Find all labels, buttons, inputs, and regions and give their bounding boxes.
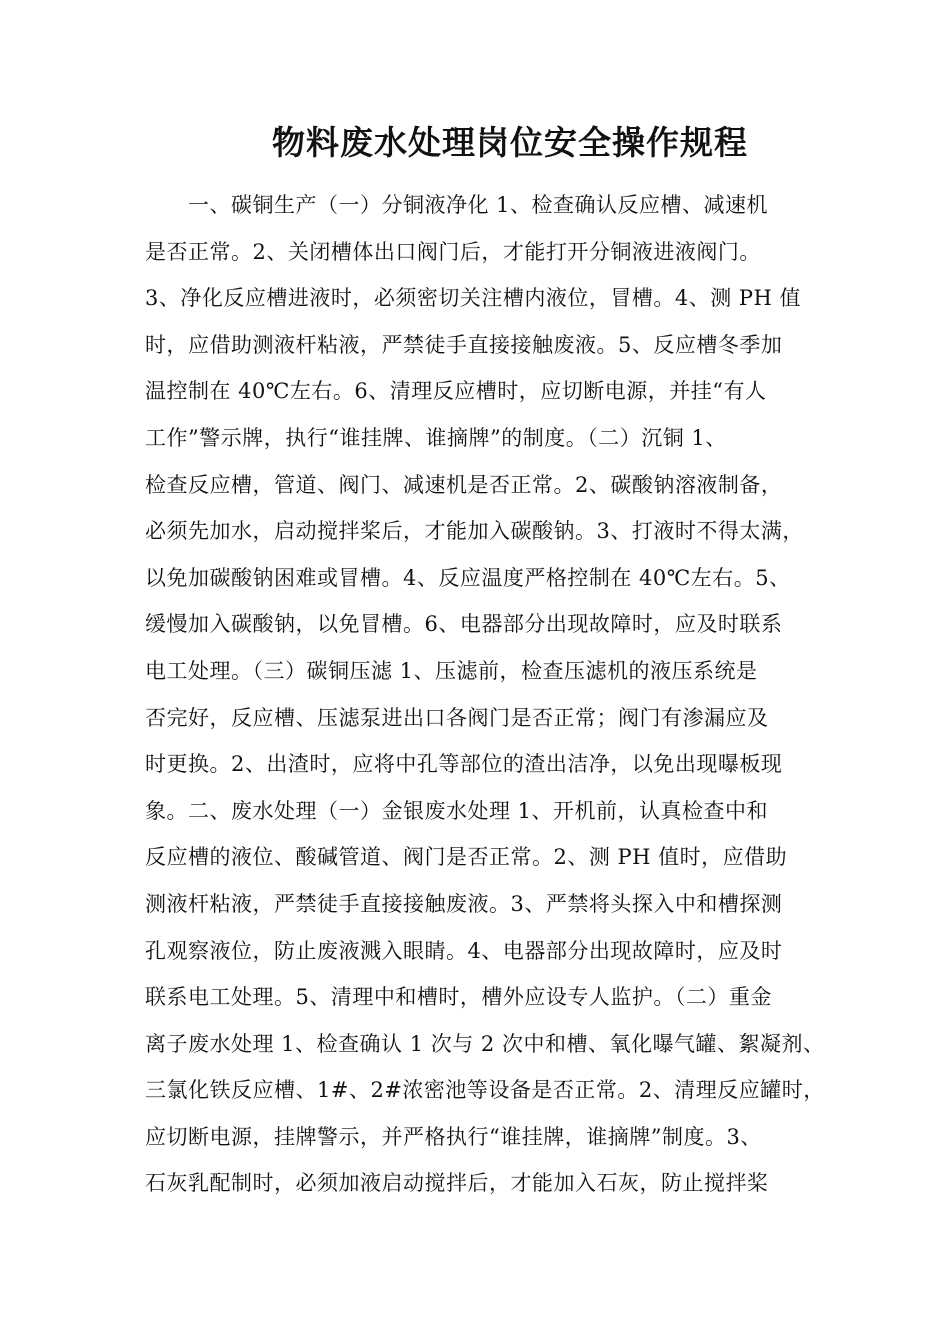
body-line: 工作”警示牌，执行“谁挂牌、谁摘牌”的制度。（二）沉铜 1、 bbox=[145, 425, 727, 450]
document-title: 物料废水处理岗位安全操作规程 bbox=[272, 123, 748, 162]
body-line: 电工处理。（三）碳铜压滤 1、压滤前，检查压滤机的液压系统是 bbox=[145, 658, 758, 683]
body-line: 是否正常。2、关闭槽体出口阀门后，才能打开分铜液进液阀门。 bbox=[145, 239, 761, 264]
body-line: 以免加碳酸钠困难或冒槽。4、反应温度严格控制在 40℃左右。5、 bbox=[145, 565, 791, 590]
body-line: 否完好，反应槽、压滤泵进出口各阀门是否正常；阀门有渗漏应及 bbox=[145, 705, 769, 730]
body-line: 温控制在 40℃左右。6、清理反应槽时，应切断电源，并挂“有人 bbox=[145, 379, 767, 404]
document-body bbox=[145, 185, 845, 1210]
body-line: 缓慢加入碳酸钠，以免冒槽。6、电器部分出现故障时，应及时联系 bbox=[145, 612, 783, 637]
body-line: 检查反应槽，管道、阀门、减速机是否正常。2、碳酸钠溶液制备， bbox=[145, 472, 783, 497]
body-line: 时，应借助测液杆粘液，严禁徒手直接接触废液。5、反应槽冬季加 bbox=[145, 332, 783, 357]
body-line: 必须先加水，启动搅拌桨后，才能加入碳酸钠。3、打液时不得太满， bbox=[145, 519, 804, 544]
body-line: 一、碳铜生产（一）分铜液净化 1、检查确认反应槽、减速机 bbox=[145, 193, 769, 217]
body-line: 象。二、废水处理（一）金银废水处理 1、开机前，认真检查中和 bbox=[145, 798, 769, 823]
body-line: 时更换。2、出渣时，应将中孔等部位的渣出洁净，以免出现曝板现 bbox=[145, 752, 783, 777]
body-line: 孔观察液位，防止废液溅入眼睛。4、电器部分出现故障时，应及时 bbox=[145, 938, 783, 963]
body-line: 应切断电源，挂牌警示，并严格执行“谁挂牌，谁摘牌”制度。3、 bbox=[145, 1124, 762, 1149]
body-line: 3、净化反应槽进液时，必须密切关注槽内液位，冒槽。4、测 PH 值 bbox=[145, 286, 802, 311]
body-line: 反应槽的液位、酸碱管道、阀门是否正常。2、测 PH 值时，应借助 bbox=[145, 845, 788, 870]
body-line: 离子废水处理 1、检查确认 1 次与 2 次中和槽、氧化曝气罐、絮凝剂、 bbox=[145, 1031, 825, 1056]
body-line: 联系电工处理。5、清理中和槽时，槽外应设专人监护。（二）重金 bbox=[145, 985, 772, 1010]
body-line: 测液杆粘液，严禁徒手直接接触废液。3、严禁将头探入中和槽探测 bbox=[145, 891, 783, 916]
body-line: 三氯化铁反应槽、1#、2#浓密池等设备是否正常。2、清理反应罐时， bbox=[145, 1078, 825, 1103]
body-line: 石灰乳配制时，必须加液启动搅拌后，才能加入石灰，防止搅拌桨 bbox=[145, 1171, 769, 1196]
